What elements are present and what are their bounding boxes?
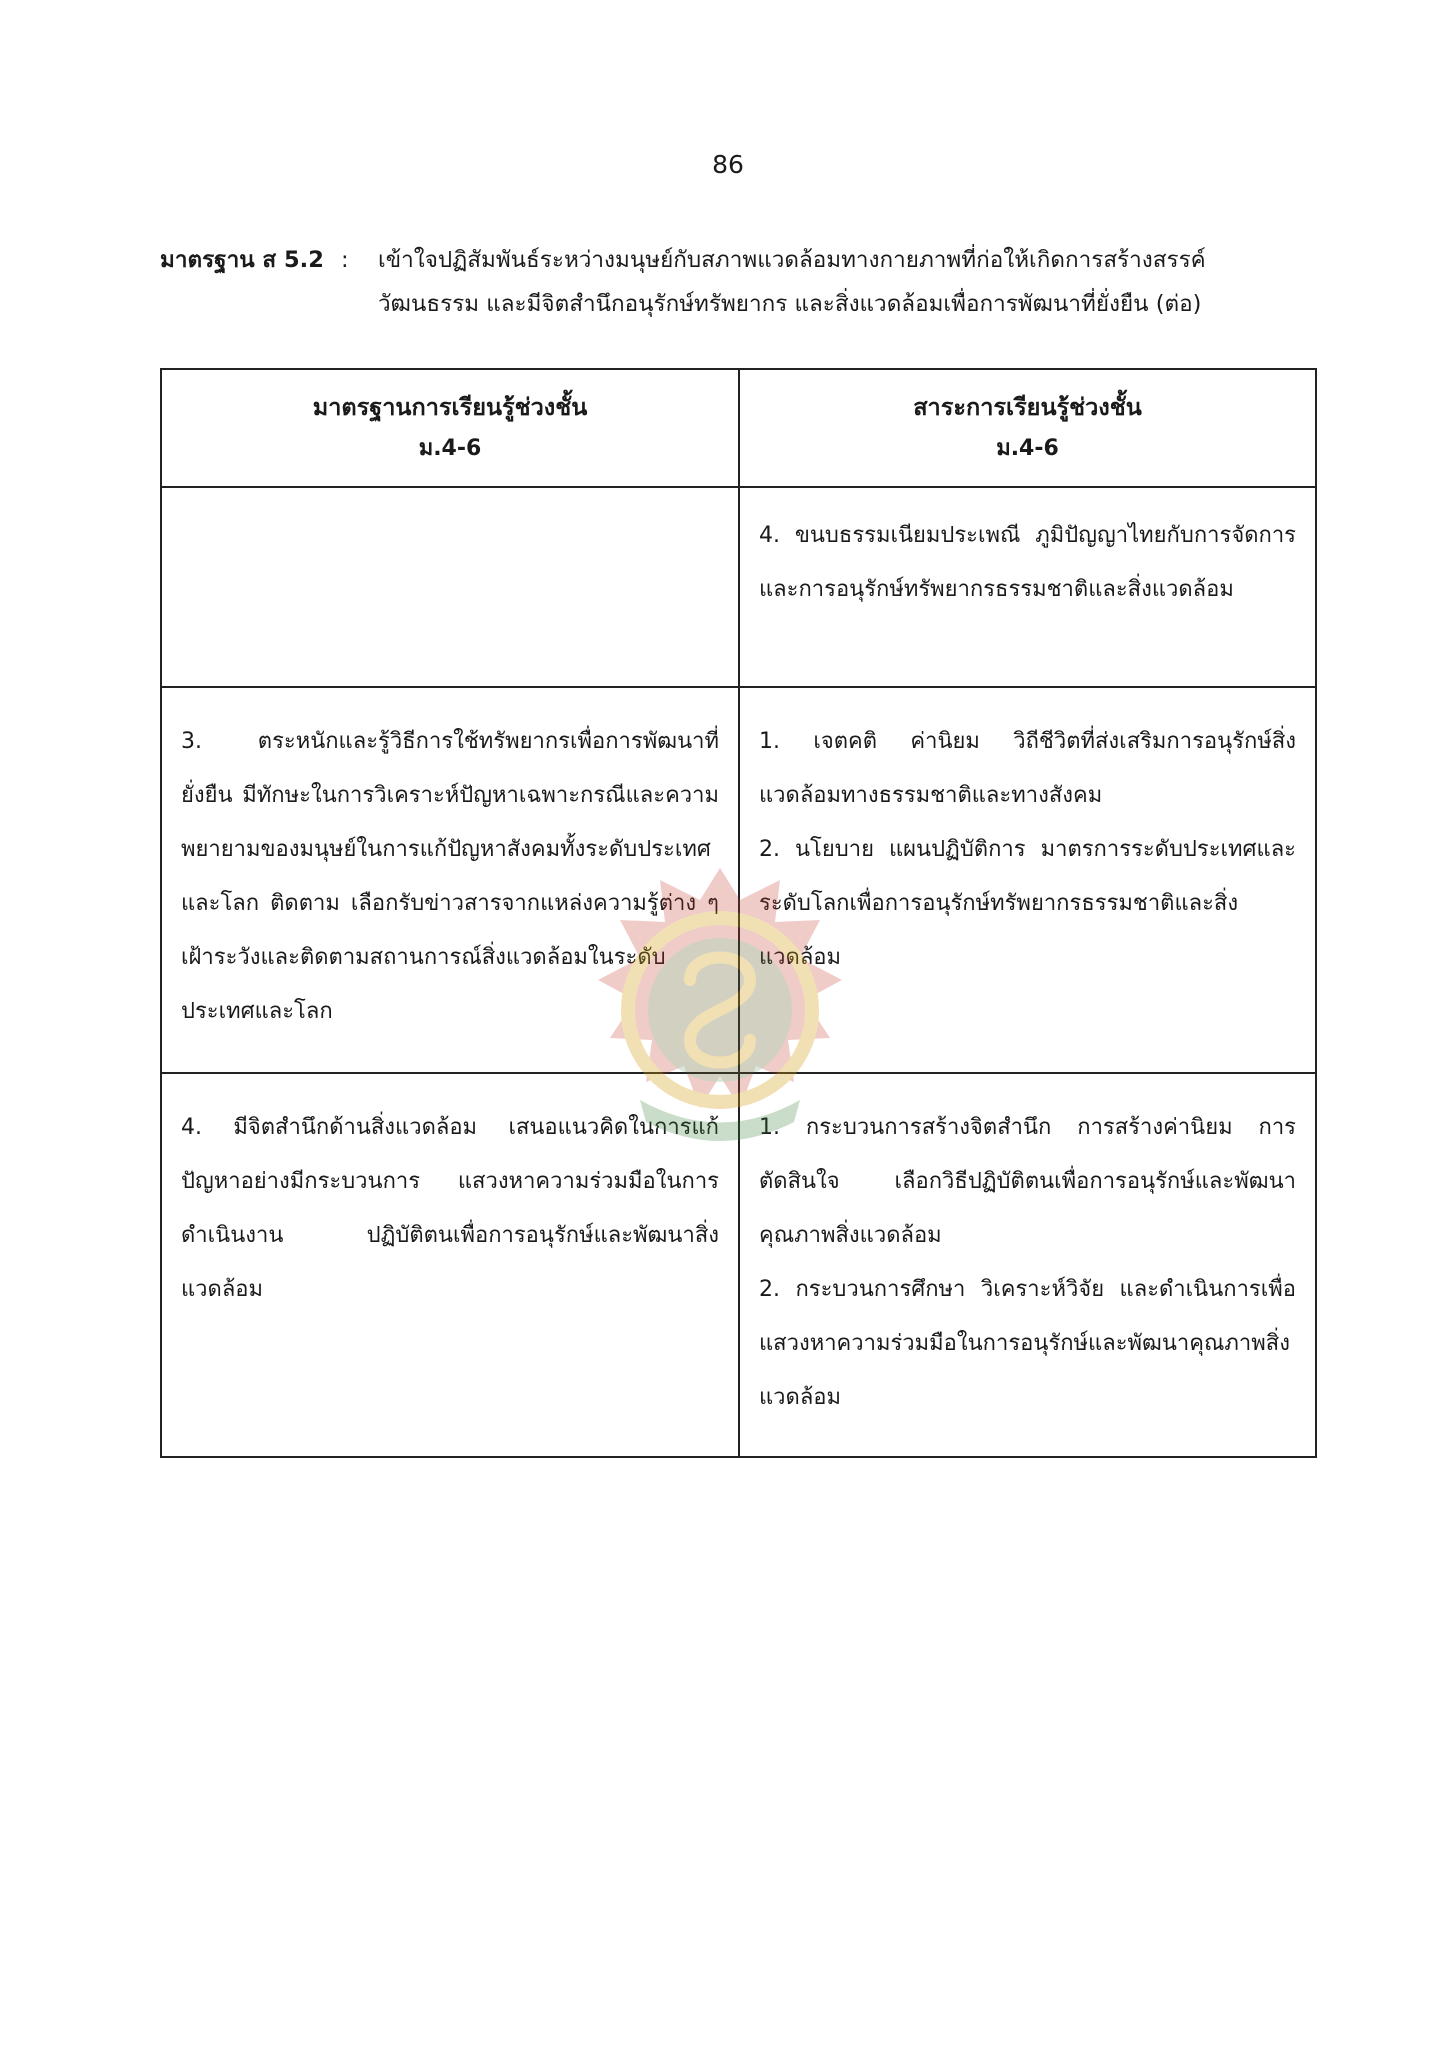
content-item: 2. นโยบาย แผนปฏิบัติการ มาตรการระดับประเทศและระดับโลกเพื่อการอนุรักษ์ทรัพยากรธรรมชาติและสิ่งแวดล้อม <box>759 837 1296 970</box>
page-number: 86 <box>712 150 744 179</box>
content-cell <box>739 687 1316 1073</box>
table-row <box>161 487 1316 687</box>
table-row <box>161 1073 1316 1457</box>
table-header-row <box>161 369 1316 487</box>
header-learning-standards <box>161 369 739 487</box>
table-row <box>161 687 1316 1073</box>
content-item: 4. ขนบธรรมเนียมประเพณี ภูมิปัญญาไทยกับการจัดการ และการอนุรักษ์ทรัพยากรธรรมชาติและสิ่งแวดล้อม <box>759 523 1296 602</box>
header-title: สาระการเรียนรู้ช่วงชั้น <box>913 393 1142 421</box>
standard-item: 3. ตระหนักและรู้วิธีการใช้ทรัพยากรเพื่อการพัฒนาที่ยั่งยืน มีทักษะในการวิเคราะห์ปัญหาเฉพาะกรณีและความพยายามของมนุษย์ในการแก้ปัญหาสังคมทั้งระดับประเทศ และโลก ติดตาม เลือกรับข่าวสารจากแหล่งความรู้ต่าง ๆ เฝ้าระวังและติดตามสถานการณ์สิ่งแวดล้อมในระดับประเทศและโลก <box>181 729 719 1024</box>
header-learning-content <box>739 369 1316 487</box>
content-cell <box>739 487 1316 687</box>
content-cell <box>739 1073 1316 1457</box>
standard-label-group <box>160 238 349 282</box>
content-item: 1. กระบวนการสร้างจิตสำนึก การสร้างค่านิยม การตัดสินใจ เลือกวิธีปฏิบัติตนเพื่อการอนุรักษ์และพัฒนาคุณภาพสิ่งแวดล้อม <box>759 1115 1296 1248</box>
standard-item: 4. มีจิตสำนึกด้านสิ่งแวดล้อม เสนอแนวคิดในการแก้ปัญหาอย่างมีกระบวนการ แสวงหาความร่วมมือในการดำเนินงาน ปฏิบัติตนเพื่อการอนุรักษ์และพัฒนาสิ่งแวดล้อม <box>181 1115 719 1302</box>
content-item: 2. กระบวนการศึกษา วิเคราะห์วิจัย และดำเนินการเพื่อแสวงหาความร่วมมือในการอนุรักษ์และพัฒนาคุณภาพสิ่งแวดล้อม <box>759 1277 1296 1410</box>
standard-header <box>160 238 1320 326</box>
header-title: มาตรฐานการเรียนรู้ช่วงชั้น <box>312 393 588 421</box>
standard-label: มาตรฐาน ส 5.2 <box>160 247 324 273</box>
standards-cell <box>161 1073 739 1457</box>
standard-description-line-2: วัฒนธรรม และมีจิตสำนึกอนุรักษ์ทรัพยากร และสิ่งแวดล้อมเพื่อการพัฒนาที่ยั่งยืน (ต่อ) <box>378 291 1202 317</box>
header-subtitle: ม.4-6 <box>418 436 482 461</box>
standard-description-line-1: เข้าใจปฏิสัมพันธ์ระหว่างมนุษย์กับสภาพแวดล้อมทางกายภาพที่ก่อให้เกิดการสร้างสรรค์ <box>378 247 1206 273</box>
standard-separator: : <box>341 247 349 273</box>
standard-description <box>378 238 1320 326</box>
standards-cell <box>161 487 739 687</box>
standards-cell <box>161 687 739 1073</box>
content-item: 1. เจตคติ ค่านิยม วิถีชีวิตที่ส่งเสริมการอนุรักษ์สิ่งแวดล้อมทางธรรมชาติและทางสังคม <box>759 729 1296 808</box>
curriculum-table <box>160 368 1317 1458</box>
header-subtitle: ม.4-6 <box>996 436 1059 461</box>
